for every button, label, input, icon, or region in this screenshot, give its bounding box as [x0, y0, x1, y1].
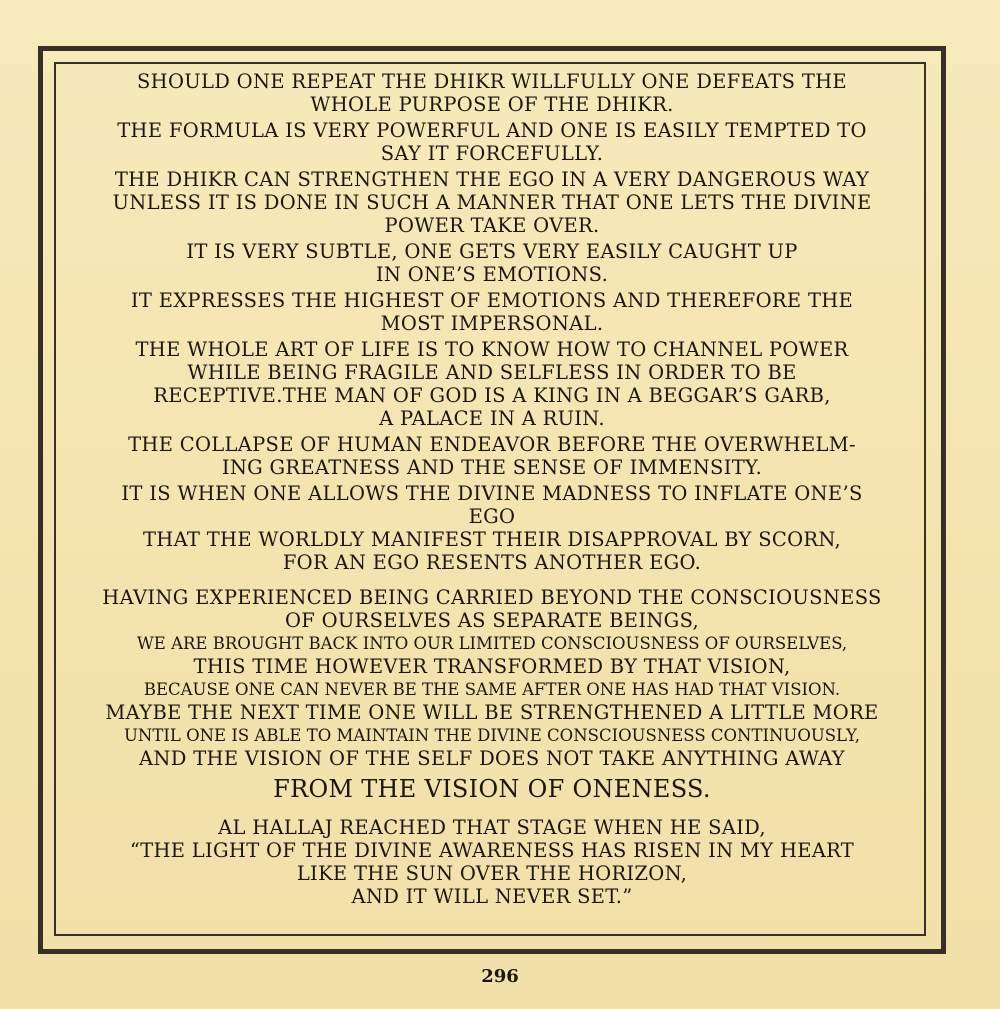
- text-line-emphasis: FROM THE VISION OF ONENESS.: [273, 775, 711, 803]
- text-line: SHOULD ONE REPEAT THE DHIKR WILLFULLY ONE DEFEATS THE: [137, 70, 847, 93]
- text-line: WHOLE PURPOSE OF THE DHIKR.: [310, 93, 674, 116]
- text-line: THE FORMULA IS VERY POWERFUL AND ONE IS EASILY TEMPTED TO: [117, 119, 867, 142]
- text-line: EGO: [468, 505, 516, 528]
- text-line: THIS TIME HOWEVER TRANSFORMED BY THAT VISION,: [193, 655, 791, 678]
- text-line: THE COLLAPSE OF HUMAN ENDEAVOR BEFORE THE OVERWHELM-: [128, 433, 856, 456]
- text-line: BECAUSE ONE CAN NEVER BE THE SAME AFTER ONE HAS HAD THAT VISION.: [143, 680, 841, 699]
- text-line: WE ARE BROUGHT BACK INTO OUR LIMITED CONSCIOUSNESS OF OURSELVES,: [136, 634, 848, 653]
- text-line: RECEPTIVE.THE MAN OF GOD IS A KING IN A BEGGAR’S GARB,: [153, 384, 831, 407]
- quote-text-block: [72, 70, 912, 908]
- page-number: 296: [481, 966, 519, 987]
- text-line: THE DHIKR CAN STRENGTHEN THE EGO IN A VERY DANGEROUS WAY: [114, 168, 870, 191]
- text-line: AL HALLAJ REACHED THAT STAGE WHEN HE SAID,: [218, 816, 766, 839]
- text-line: IT IS WHEN ONE ALLOWS THE DIVINE MADNESS TO INFLATE ONE’S: [121, 482, 863, 505]
- text-line: FOR AN EGO RESENTS ANOTHER EGO.: [282, 551, 702, 574]
- text-line: IT IS VERY SUBTLE, ONE GETS VERY EASILY CAUGHT UP: [186, 240, 798, 263]
- text-line: LIKE THE SUN OVER THE HORIZON,: [296, 862, 688, 885]
- text-line: IT EXPRESSES THE HIGHEST OF EMOTIONS AND THEREFORE THE: [130, 289, 854, 312]
- text-line: MOST IMPERSONAL.: [380, 312, 604, 335]
- text-line: THAT THE WORLDLY MANIFEST THEIR DISAPPROVAL BY SCORN,: [143, 528, 841, 551]
- text-line: WHILE BEING FRAGILE AND SELFLESS IN ORDER TO BE: [187, 361, 797, 384]
- text-line: HAVING EXPERIENCED BEING CARRIED BEYOND THE CONSCIOUSNESS: [102, 586, 882, 609]
- text-line: IN ONE’S EMOTIONS.: [375, 263, 609, 286]
- text-line: “THE LIGHT OF THE DIVINE AWARENESS HAS RISEN IN MY HEART: [129, 839, 855, 862]
- text-line: A PALACE IN A RUIN.: [379, 407, 605, 430]
- text-line: MAYBE THE NEXT TIME ONE WILL BE STRENGTHENED A LITTLE MORE: [105, 701, 879, 724]
- text-line: UNTIL ONE IS ABLE TO MAINTAIN THE DIVINE CONSCIOUSNESS CONTINUOUSLY,: [124, 726, 860, 745]
- text-line: OF OURSELVES AS SEPARATE BEINGS,: [284, 609, 700, 632]
- text-line: AND IT WILL NEVER SET.”: [351, 885, 633, 908]
- text-line: UNLESS IT IS DONE IN SUCH A MANNER THAT ONE LETS THE DIVINE: [112, 191, 872, 214]
- text-line: SAY IT FORCEFULLY.: [380, 142, 604, 165]
- text-line: THE WHOLE ART OF LIFE IS TO KNOW HOW TO CHANNEL POWER: [135, 338, 849, 361]
- text-line: AND THE VISION OF THE SELF DOES NOT TAKE ANYTHING AWAY: [139, 747, 845, 770]
- text-line: ING GREATNESS AND THE SENSE OF IMMENSITY.: [221, 456, 763, 479]
- text-line: POWER TAKE OVER.: [384, 214, 600, 237]
